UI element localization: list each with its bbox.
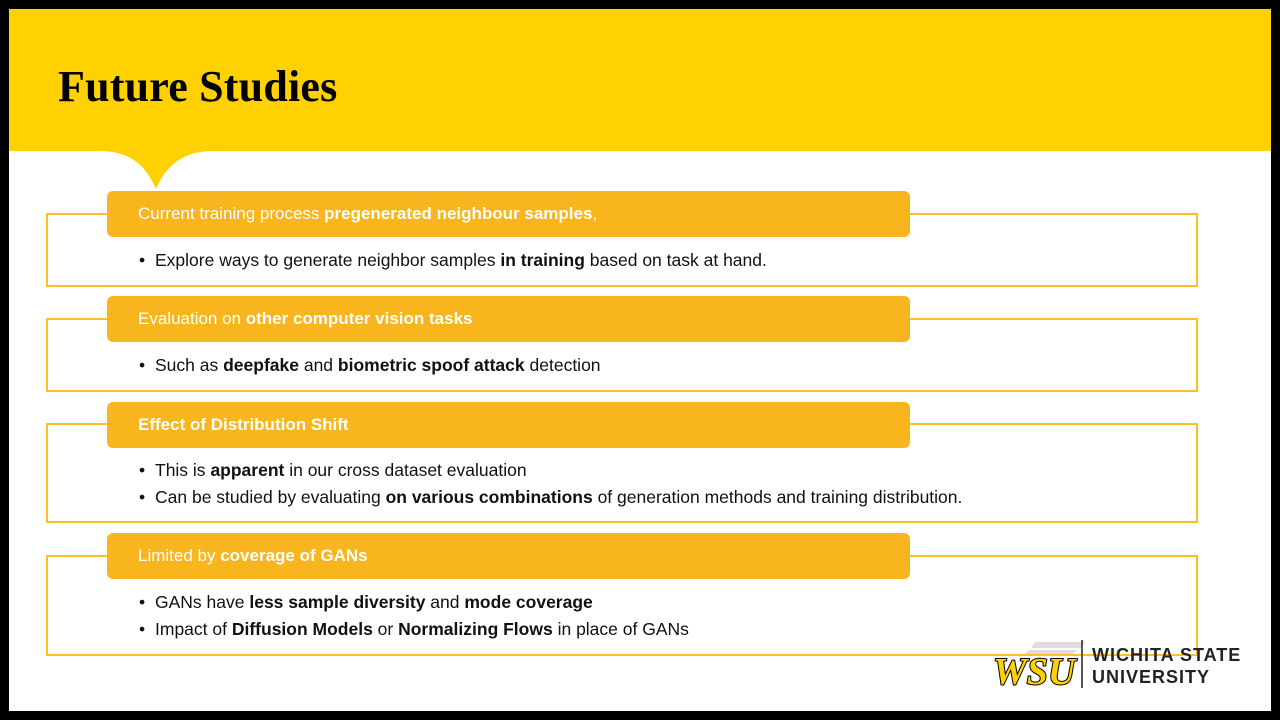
bold-text: on various combinations [385, 487, 593, 507]
text-run: GANs have [155, 592, 250, 612]
wsu-wordmark [1092, 644, 1241, 688]
text-run: in place of GANs [552, 619, 689, 639]
bullet-list-3 [139, 457, 962, 511]
bullet-list-4 [139, 589, 689, 643]
bold-text: Effect of Distribution Shift [138, 415, 349, 434]
bold-text: deepfake [223, 355, 299, 375]
text-run: or [372, 619, 399, 639]
text-run: detection [524, 355, 601, 375]
bullet-list-1 [139, 247, 767, 274]
slide [9, 9, 1271, 711]
bold-text: in training [500, 250, 585, 270]
section-heading-3 [107, 402, 910, 448]
text-run: Evaluation on [138, 309, 246, 328]
bullet-icon: • [139, 460, 146, 480]
bullet-icon: • [139, 487, 146, 507]
bullet-item [139, 247, 767, 274]
bullet-item [139, 484, 962, 511]
wsu-line-2: UNIVERSITY [1092, 667, 1211, 687]
bullet-item [139, 589, 689, 616]
text-run: , [592, 204, 598, 223]
text-run: based on task at hand. [584, 250, 767, 270]
bold-text: mode coverage [464, 592, 593, 612]
text-run: Can be studied by evaluating [155, 487, 386, 507]
text-run: in our cross dataset evaluation [284, 460, 527, 480]
bullet-icon: • [139, 355, 146, 375]
section-heading-4 [107, 533, 910, 579]
bullet-icon: • [139, 592, 146, 612]
page-title: Future Studies [58, 62, 338, 111]
wsu-monogram: WSU [993, 651, 1076, 692]
text-run: of generation methods and training distribution. [592, 487, 963, 507]
text-run: Explore ways to generate neighbor samples [155, 250, 501, 270]
text-run: Impact of [155, 619, 232, 639]
text-run: and [298, 355, 338, 375]
bold-text: Normalizing Flows [398, 619, 553, 639]
text-run: Current training process [138, 204, 325, 223]
text-run: This is [155, 460, 211, 480]
text-run: Limited by [138, 546, 221, 565]
bold-text: other computer vision tasks [245, 309, 473, 328]
bold-text: coverage of GANs [220, 546, 368, 565]
bold-text: less sample diversity [249, 592, 426, 612]
bullet-icon: • [139, 619, 146, 639]
bullet-item [139, 457, 962, 484]
bullet-icon: • [139, 250, 146, 270]
bullet-item [139, 352, 601, 379]
bold-text: pregenerated neighbour samples [324, 204, 593, 223]
bold-text: Diffusion Models [231, 619, 373, 639]
section-heading-1 [107, 191, 910, 237]
section-heading-2 [107, 296, 910, 342]
bullet-list-2 [139, 352, 601, 379]
wsu-line-1: WICHITA STATE [1092, 645, 1242, 665]
bold-text: biometric spoof attack [337, 355, 525, 375]
text-run: Such as [155, 355, 224, 375]
bullet-item [139, 616, 689, 643]
bold-text: apparent [210, 460, 285, 480]
text-run: and [425, 592, 465, 612]
header-band [9, 9, 1271, 151]
logo-divider [1081, 640, 1083, 688]
